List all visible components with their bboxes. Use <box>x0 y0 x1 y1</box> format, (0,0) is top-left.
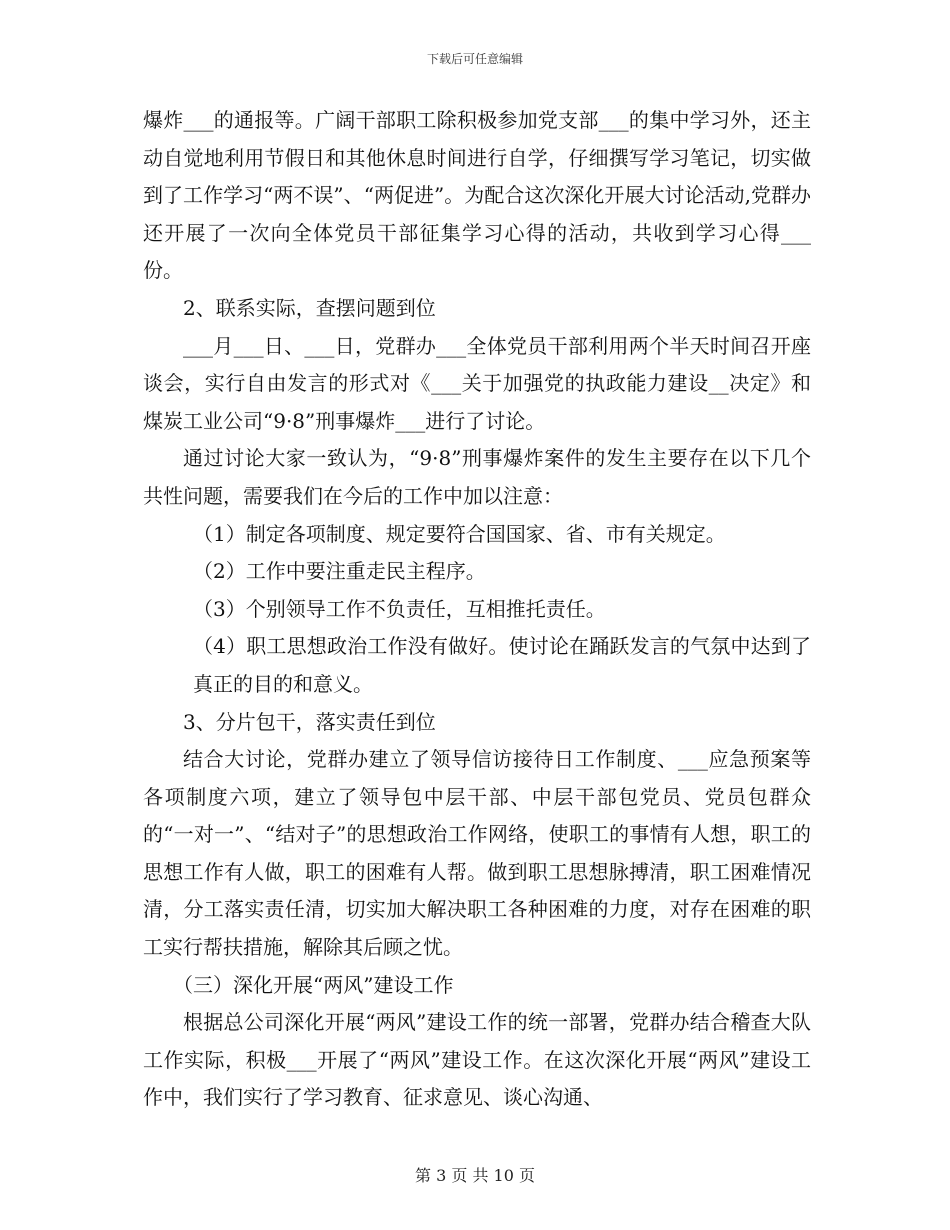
paragraph-discussion: 通过讨论大家一致认为，“9·8”刑事爆炸案件的发生主要存在以下几个共性问题，需要我们在今后的工作中加以注意： <box>143 446 811 508</box>
page-header: 下载后可任意编辑 <box>426 52 523 66</box>
paragraph-liangfeng: 根据总公司深化开展“两风”建设工作的统一部署，党群办结合稽查大队工作实际，积极___开展了“两风”建设工作。在这次深化开展“两风”建设工作中，我们实行了学习教育、征求意见、谈心沟通、 <box>143 1010 811 1110</box>
section-heading-liangfeng: （三）深化开展“两风”建设工作 <box>173 972 454 997</box>
document-body <box>143 102 811 1117</box>
section-heading-3: 3、分片包干，落实责任到位 <box>183 709 436 734</box>
list-item-3: （3）个别领导工作不负责任，互相推托责任。 <box>193 596 606 621</box>
section-heading-2: 2、联系实际，查摆问题到位 <box>183 295 436 320</box>
paragraph-continuation: 爆炸___的通报等。广阔干部职工除积极参加党支部___的集中学习外，还主动自觉地利用节假日和其他休息时间进行自学，仔细撰写学习笔记，切实做到了工作学习“两不误”、“两促进”。为配合这次深化开展大讨论活动,党群办还开展了一次向全体党员干部征集学习心得的活动，共收到学习心得___份。 <box>143 108 811 283</box>
paragraph-meeting: ___月___日、___日，党群办___全体党员干部利用两个半天时间召开座谈会，实行自由发言的形式对《___关于加强党的执政能力建设__决定》和煤炭工业公司“9·8”刑事爆炸___进行了讨论。 <box>143 333 811 433</box>
list-item-4: （4）职工思想政治工作没有做好。使讨论在踊跃发言的气氛中达到了真正的目的和意义。 <box>193 634 811 696</box>
page-number: 第 3 页 共 10 页 <box>415 1166 535 1185</box>
list-item-2: （2）工作中要注重走民主程序。 <box>193 559 486 584</box>
paragraph-responsibility: 结合大讨论，党群办建立了领导信访接待日工作制度、___应急预案等各项制度六项，建立了领导包中层干部、中层干部包党员、党员包群众的“一对一”、“结对子”的思想政治工作网络，使职工的事情有人想，职工的思想工作有人做，职工的困难有人帮。做到职工思想脉搏清，职工困难情况清，分工落实责任清，切实加大解决职工各种困难的力度，对存在困难的职工实行帮扶措施，解除其后顾之忧。 <box>143 747 811 960</box>
list-item-1: （1）制定各项制度、规定要符合国国家、省、市有关规定。 <box>193 521 726 546</box>
